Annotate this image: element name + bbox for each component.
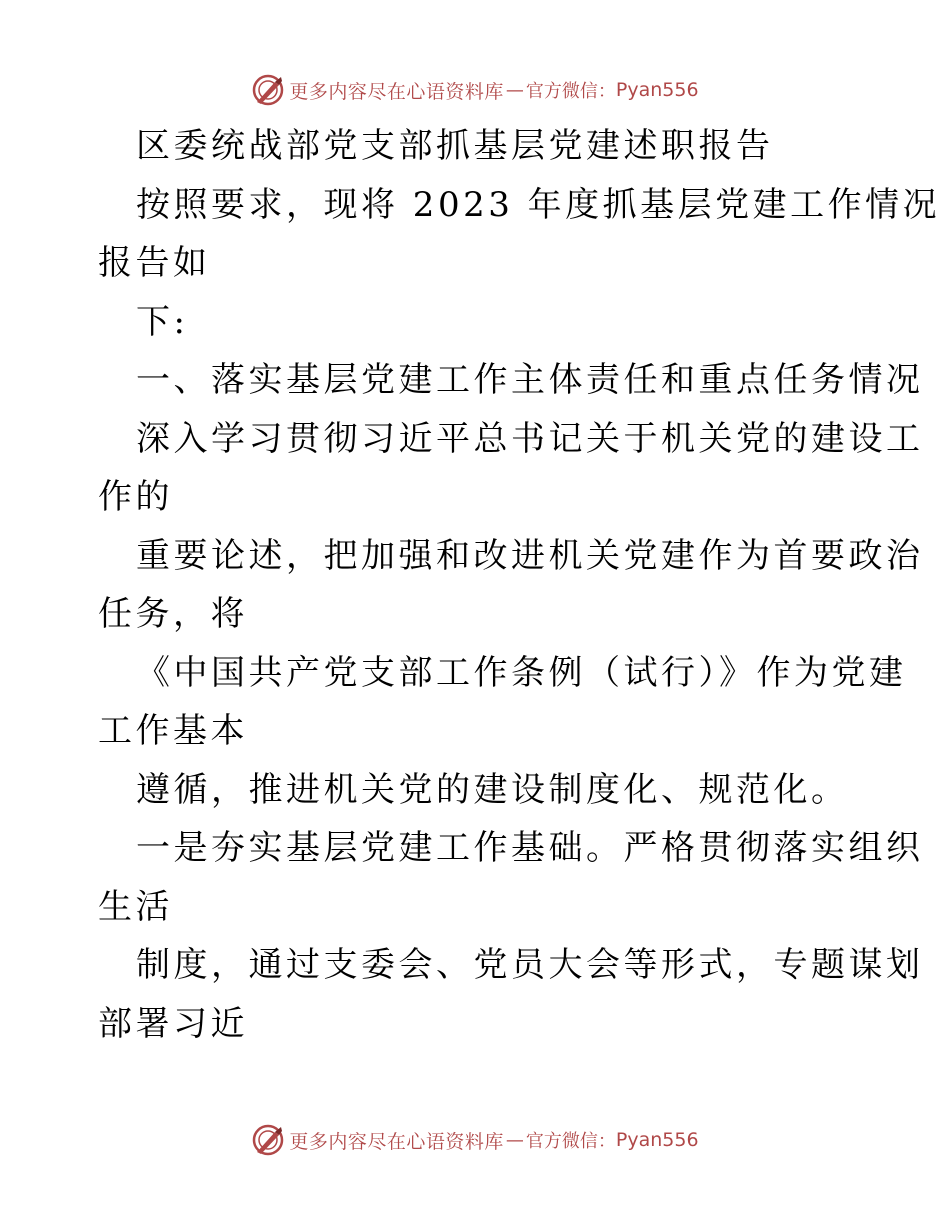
watermark-contact-label: 官方微信： xyxy=(525,1131,616,1152)
paragraph-line: 作的 xyxy=(98,477,173,517)
paragraph-line: 遵循，推进机关党的建设制度化、规范化。 xyxy=(136,769,849,810)
watermark-contact-label: 官方微信： xyxy=(525,81,616,102)
paragraph-line: 报告如 xyxy=(98,243,211,283)
paragraph-line: 制度，通过支委会、党员大会等形式，专题谋划 xyxy=(136,945,924,985)
watermark-contact-id: Pyan556 xyxy=(615,79,699,101)
pen-logo-icon xyxy=(251,73,285,107)
document-body xyxy=(98,117,941,1053)
paragraph-line: 工作基本 xyxy=(98,711,248,751)
watermark-separator: — xyxy=(505,79,524,101)
paragraph-line: 生活 xyxy=(98,886,173,927)
paragraph-line: 深入学习贯彻习近平总书记关于机关党的建设工 xyxy=(136,418,924,459)
paragraph-line: 部署习近 xyxy=(98,1003,248,1044)
paragraph-line: 《中国共产党支部工作条例（试行）》作为党建 xyxy=(136,652,907,693)
paragraph-line: 按照要求，现将 2023 年度抓基层党建工作情况 xyxy=(136,184,941,225)
watermark-header xyxy=(0,70,950,110)
paragraph-line: 一是夯实基层党建工作基础。严格贯彻落实组织 xyxy=(136,828,924,868)
watermark-separator: — xyxy=(505,1129,524,1151)
pen-logo-icon xyxy=(251,1123,285,1157)
watermark-text: 更多内容尽在心语资料库 xyxy=(289,80,504,103)
watermark-footer xyxy=(0,1120,950,1160)
document-title: 区委统战部党支部抓基层党建述职报告 xyxy=(136,126,774,166)
section-heading: 一、落实基层党建工作主体责任和重点任务情况 xyxy=(136,360,924,400)
paragraph-line: 下: xyxy=(136,301,189,342)
paragraph-line: 重要论述，把加强和改进机关党建作为首要政治 xyxy=(136,535,924,576)
watermark-text: 更多内容尽在心语资料库 xyxy=(289,1130,504,1153)
watermark-contact-id: Pyan556 xyxy=(615,1129,699,1151)
paragraph-line: 任务，将 xyxy=(98,594,248,634)
